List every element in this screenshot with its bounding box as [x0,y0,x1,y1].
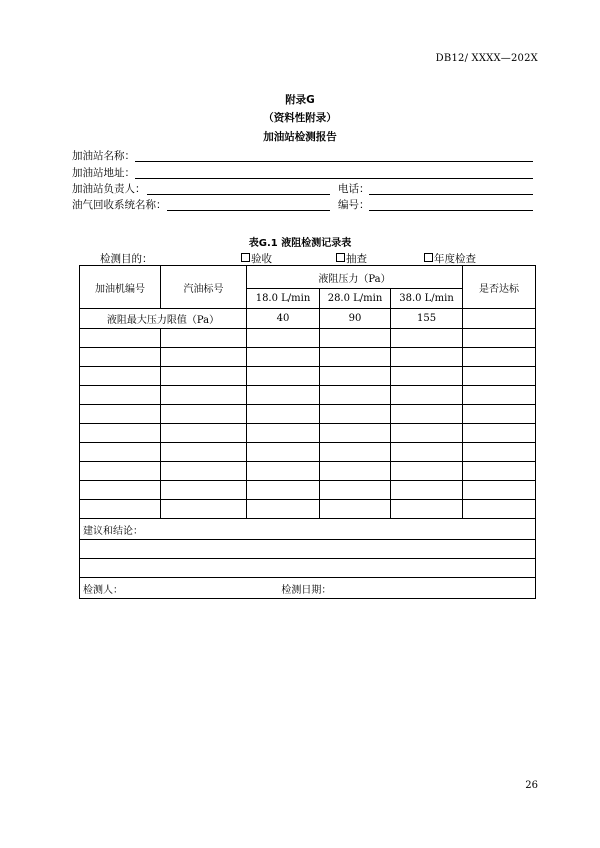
station-address-label: 加油站地址： [72,167,135,179]
phone-line [369,194,533,195]
document-code: DB12/ XXXX—202X [435,53,538,64]
table-row [80,386,536,405]
report-title: 加油站检测报告 [263,131,337,143]
station-name-label: 加油站名称： [72,150,135,162]
limit-pass-cell[interactable] [463,309,536,329]
header-dispenser-number: 加油机编号 [80,266,161,309]
header-gasoline-grade: 汽油标号 [161,266,247,309]
table-row [80,462,536,481]
vapor-system-label: 油气回收系统名称： [72,199,167,211]
table-row [80,500,536,519]
vapor-system-row [72,198,534,212]
table-row [80,481,536,500]
checkbox-icon[interactable] [424,253,433,262]
header-pressure: 液阻压力（Pa） [247,266,463,289]
vapor-system-line [167,210,330,211]
date-label: 检测日期： [281,584,332,596]
purpose-label: 检测目的： [100,253,153,265]
station-manager-line [147,194,330,195]
station-address-line [135,178,533,179]
signature-row [80,578,536,599]
table-row [80,405,536,424]
page-number: 26 [525,780,538,791]
checkbox-icon[interactable] [336,253,345,262]
purpose-option-acceptance[interactable]: 验收 [241,252,272,266]
suggestion-line[interactable] [80,559,536,578]
suggestion-label: 建议和结论： [80,519,536,540]
number-label: 编号： [338,199,370,211]
station-address-row [72,166,534,180]
table-row [80,443,536,462]
purpose-option-spot-check[interactable]: 抽查 [336,252,367,266]
table-row [80,424,536,443]
phone-label: 电话： [338,183,370,195]
station-manager-row [72,182,534,196]
limit-value-18: 40 [247,309,320,329]
appendix-label: 附录G [285,94,315,106]
limit-value-28: 90 [320,309,391,329]
table-row [80,367,536,386]
table-row [80,329,536,348]
table-row [80,348,536,367]
header-flow-28: 28.0 L/min [320,289,391,309]
station-manager-label: 加油站负责人： [72,183,146,195]
table-caption: 表G.1 液阻检测记录表 [248,238,352,249]
suggestion-line[interactable] [80,540,536,559]
inspector-label: 检测人： [83,584,123,596]
header-flow-18: 18.0 L/min [247,289,320,309]
number-line [369,210,533,211]
station-name-row [72,149,534,163]
header-pass: 是否达标 [463,266,536,309]
liquid-resistance-table [79,265,536,599]
header-flow-38: 38.0 L/min [391,289,463,309]
limit-value-38: 155 [391,309,463,329]
appendix-nature: （资料性附录） [263,112,337,124]
station-name-line [135,161,533,162]
purpose-option-annual[interactable]: 年度检查 [424,252,476,266]
limit-label: 液阻最大压力限值（Pa） [80,309,247,329]
checkbox-icon[interactable] [241,253,250,262]
